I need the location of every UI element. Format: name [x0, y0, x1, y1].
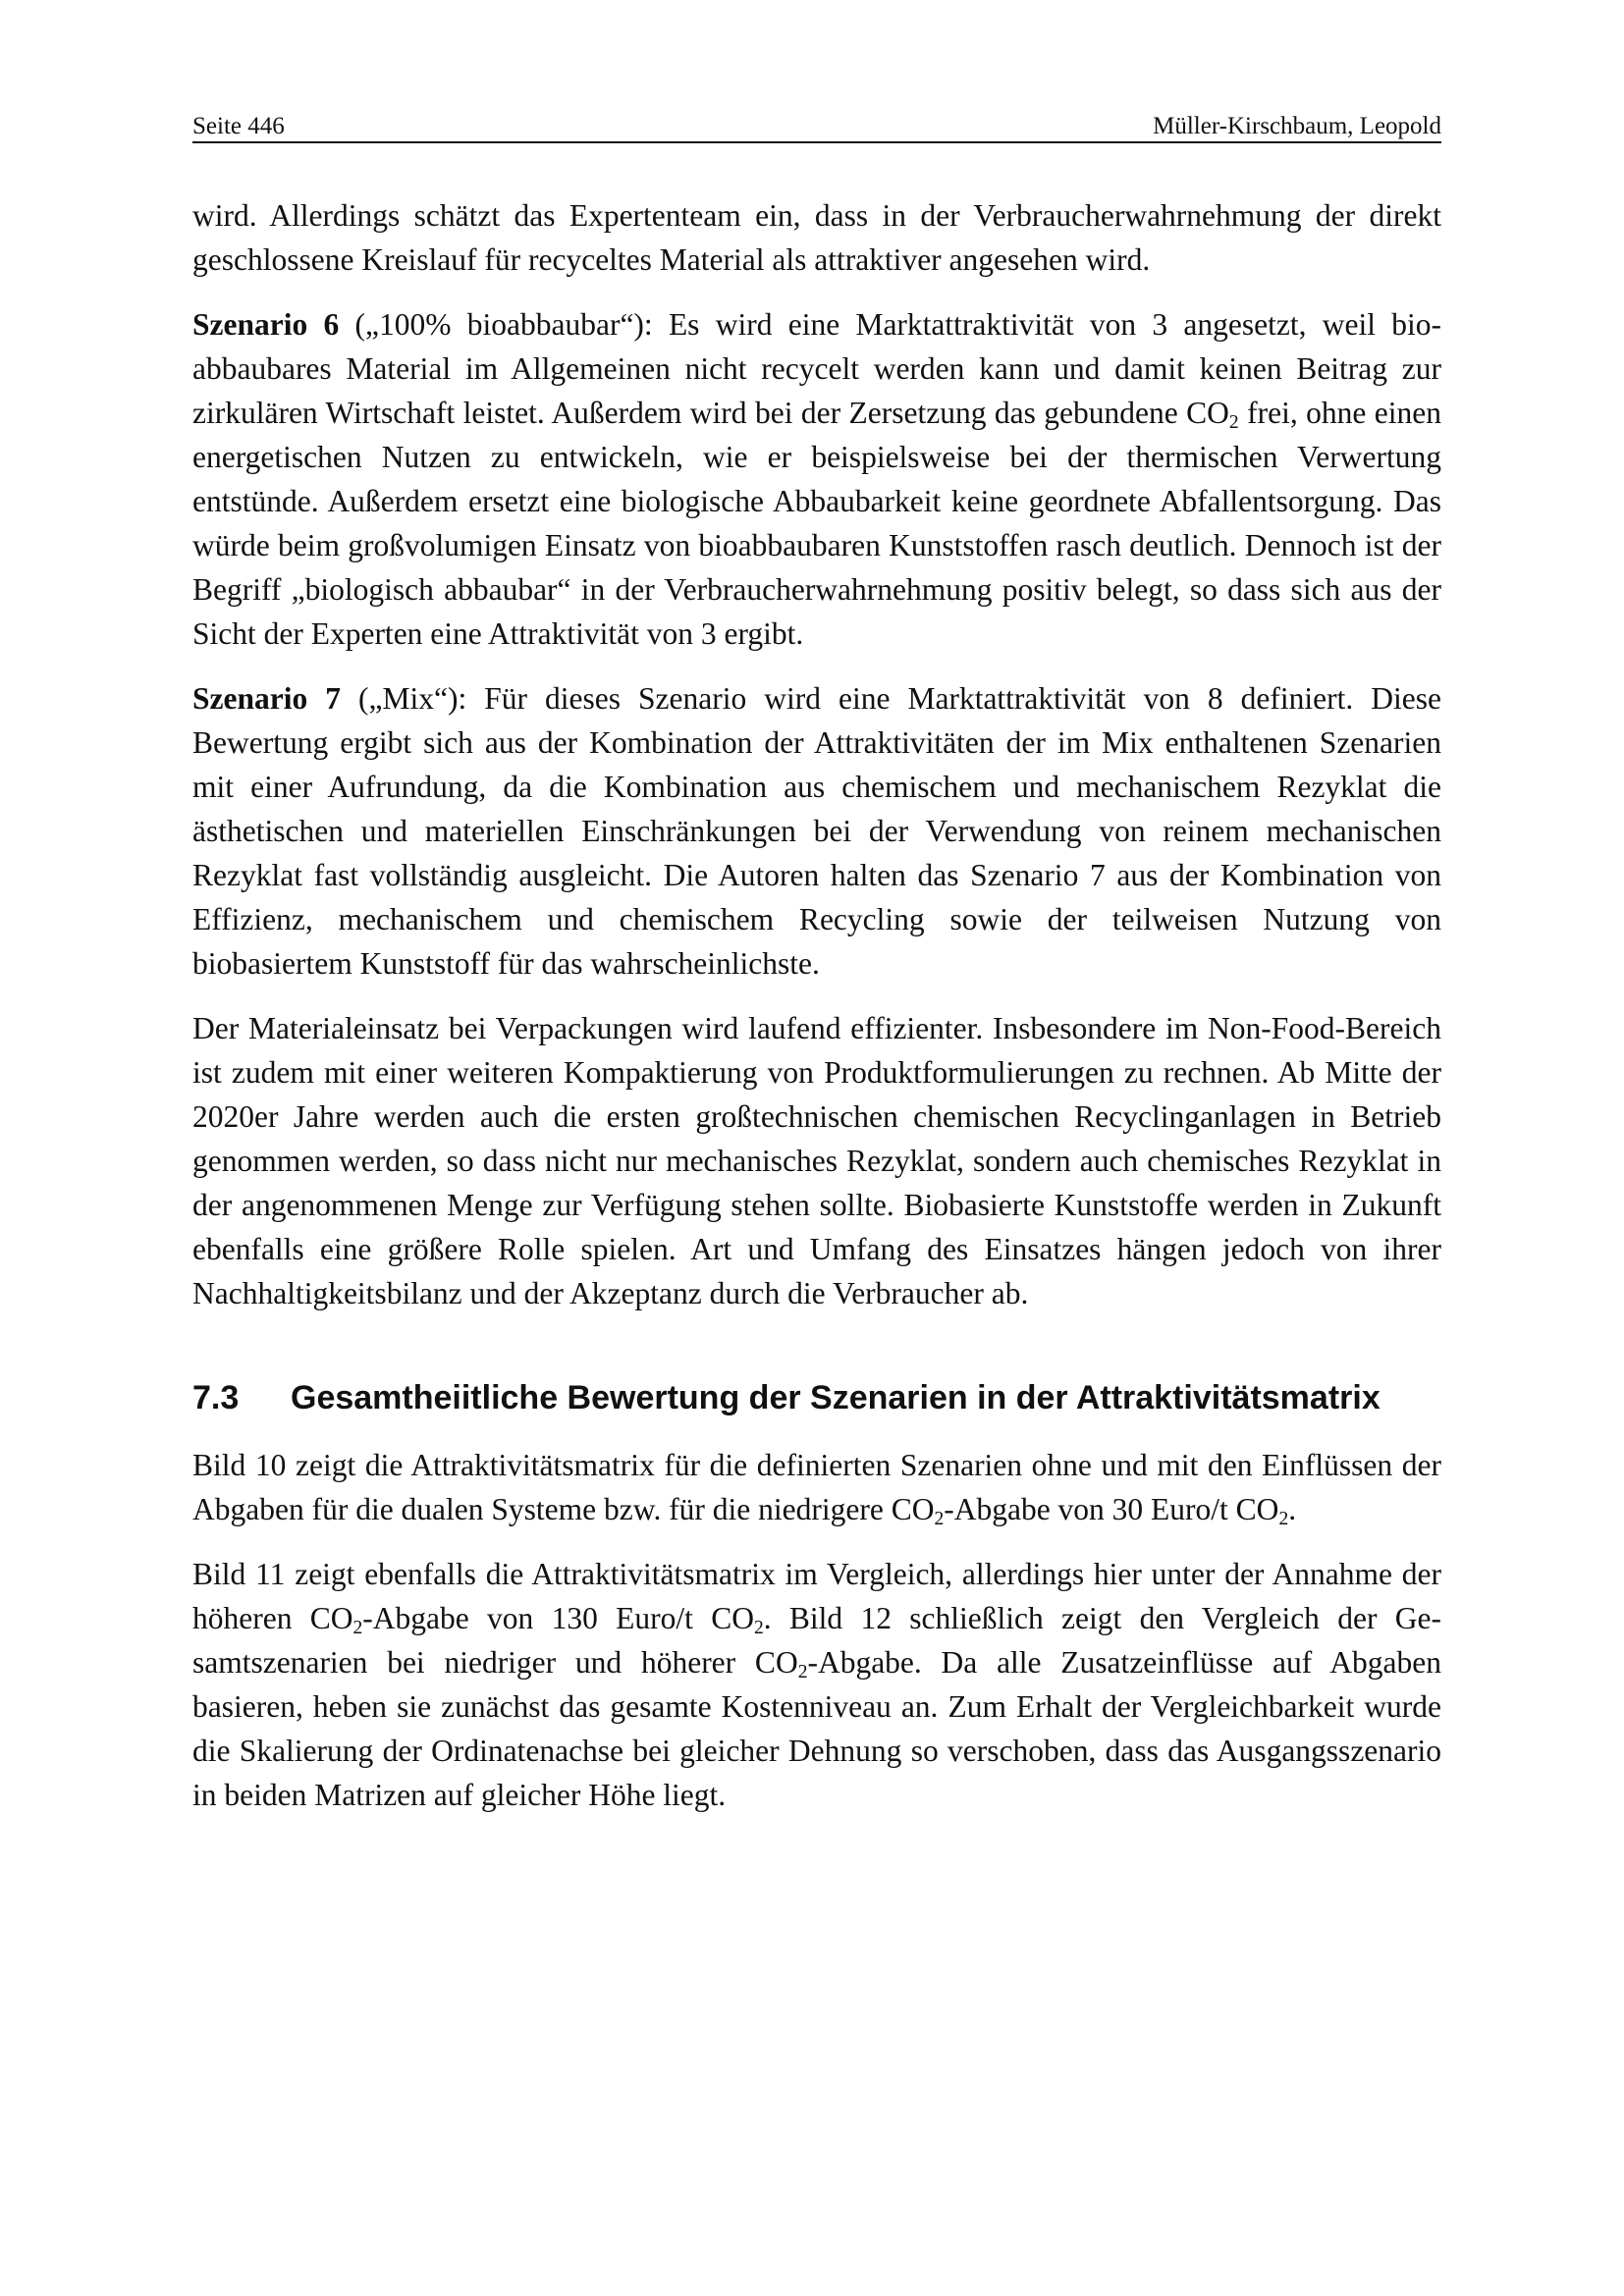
section-title: Gesamtheiitliche Bewertung der Szenarien in der Attraktivitätsmatrix: [291, 1379, 1380, 1416]
paragraph-text: -Abgabe von 130 Euro/t CO: [362, 1601, 754, 1635]
paragraph-text: Bild 10 zeigt die Attraktivitätsmatrix für die definierten Szenarien ohne und mit den Einflüssen der Abgaben für die dualen Systeme bzw. für die niedrigere CO: [192, 1448, 1441, 1526]
paragraph-materialeinsatz: [192, 1006, 1441, 1315]
paragraph-text: . Bild 12 schließlich zeigt den Vergleich der Gesamtszenarien bei niedriger und höherer CO: [192, 1601, 1441, 1680]
paragraph-continuation: [192, 193, 1441, 282]
section-heading: [192, 1376, 1441, 1419]
subscript: 2: [352, 1617, 363, 1638]
running-header: [192, 106, 1441, 143]
paragraph-text: -Abgabe. Da alle Zusatzeinflüsse auf Abgaben basieren, heben sie zunächst das gesamte Kostenniveau an. Zum Erhalt der Vergleichbarkeit wurde die Skalierung der Ordinatenachse bei gleicher Dehnung so verschoben, dass das Ausgangsszenario in beiden Matrizen auf gleicher Höhe liegt.: [192, 1645, 1441, 1812]
paragraph-szenario-7: [192, 676, 1441, 986]
author-names: Müller-Kirschbaum, Leopold: [1153, 113, 1441, 139]
section-number: 7.3: [192, 1379, 240, 1416]
paragraph-text: wird. Allerdings schätzt das Expertenteam ein, dass in der Verbraucherwahrnehmung der direkt geschlossene Kreislauf für recyceltes Material als attraktiver angesehen wird.: [192, 198, 1441, 277]
body-text: [192, 193, 1441, 1838]
paragraph-szenario-6: [192, 302, 1441, 656]
subscript: 2: [797, 1661, 808, 1682]
paragraph-text: .: [1288, 1492, 1297, 1526]
page-number: Seite 446: [192, 113, 285, 139]
paragraph-text: („100% bioabbaubar“): Es wird eine Marktattraktivität von 3 angesetzt, weil bioabbaubares Material im Allgemeinen nicht recycelt werden kann und damit keinen Beitrag zur zirkulären Wirtschaft leistet. Außerdem wird bei der Zersetzung das gebundene CO: [192, 307, 1442, 430]
paragraph-bild-10: [192, 1443, 1441, 1531]
paragraph-text: -Abgabe von 30 Euro/t CO: [944, 1492, 1279, 1526]
paragraph-bild-11: [192, 1552, 1441, 1817]
subscript: 2: [1278, 1508, 1289, 1529]
scenario-label: Szenario 7: [192, 681, 341, 716]
paragraph-text: Der Materialeinsatz bei Verpackungen wird laufend effizienter. Insbesondere im Non-Food-Bereich ist zudem mit einer weiteren Kompaktierung von Produktformulierungen zu rechnen. Ab Mitte der 2020er Jahre werden auch die ersten großtechnischen chemischen Recyclinganlagen in Betrieb genommen werden, so dass nicht nur mechanisches Rezyklat, sondern auch chemisches Rezyklat in der angenommenen Menge zur Verfügung stehen sollte. Biobasierte Kunststoffe werden in Zukunft ebenfalls eine größere Rolle spielen. Art und Umfang des Einsatzes hängen jedoch von ihrer Nachhaltigkeitsbilanz und der Akzeptanz durch die Verbraucher ab.: [192, 1011, 1441, 1310]
paragraph-text: („Mix“): Für dieses Szenario wird eine Marktattraktivität von 8 definiert. Diese Bewertung ergibt sich aus der Kombination der Attraktivitäten der im Mix enthaltenen Szenarien mit einer Aufrundung, da die Kombination aus chemischem und mechanischem Rezyklat die ästhetischen und materiellen Einschränkungen bei der Verwendung von reinem mechanischen Rezyklat fast vollständig ausgleicht. Die Autoren halten das Szenario 7 aus der Kombination von Effizienz, mechanischem und chemischem Recycling sowie der teilweisen Nutzung von biobasiertem Kunststoff für das wahrscheinlichste.: [192, 681, 1441, 981]
scenario-label: Szenario 6: [192, 307, 340, 342]
paragraph-text: Bild 11 zeigt ebenfalls die Attraktivitätsmatrix im Vergleich, allerdings hier unter der Annahme der höheren CO: [192, 1557, 1441, 1635]
subscript: 2: [1228, 411, 1239, 433]
paragraph-text: frei, ohne einen energetischen Nutzen zu entwickeln, wie er beispielsweise bei der thermischen Verwertung entstünde. Außerdem ersetzt eine biologische Abbaubarkeit keine geordnete Abfallentsorgung. Das würde beim großvolumigen Einsatz von bioabbaubaren Kunststoffen rasch deutlich. Dennoch ist der Begriff „biologisch abbaubar“ in der Verbraucherwahrnehmung positiv belegt, so dass sich aus der Sicht der Experten eine Attraktivität von 3 ergibt.: [192, 396, 1441, 651]
subscript: 2: [753, 1617, 764, 1638]
subscript: 2: [934, 1508, 945, 1529]
